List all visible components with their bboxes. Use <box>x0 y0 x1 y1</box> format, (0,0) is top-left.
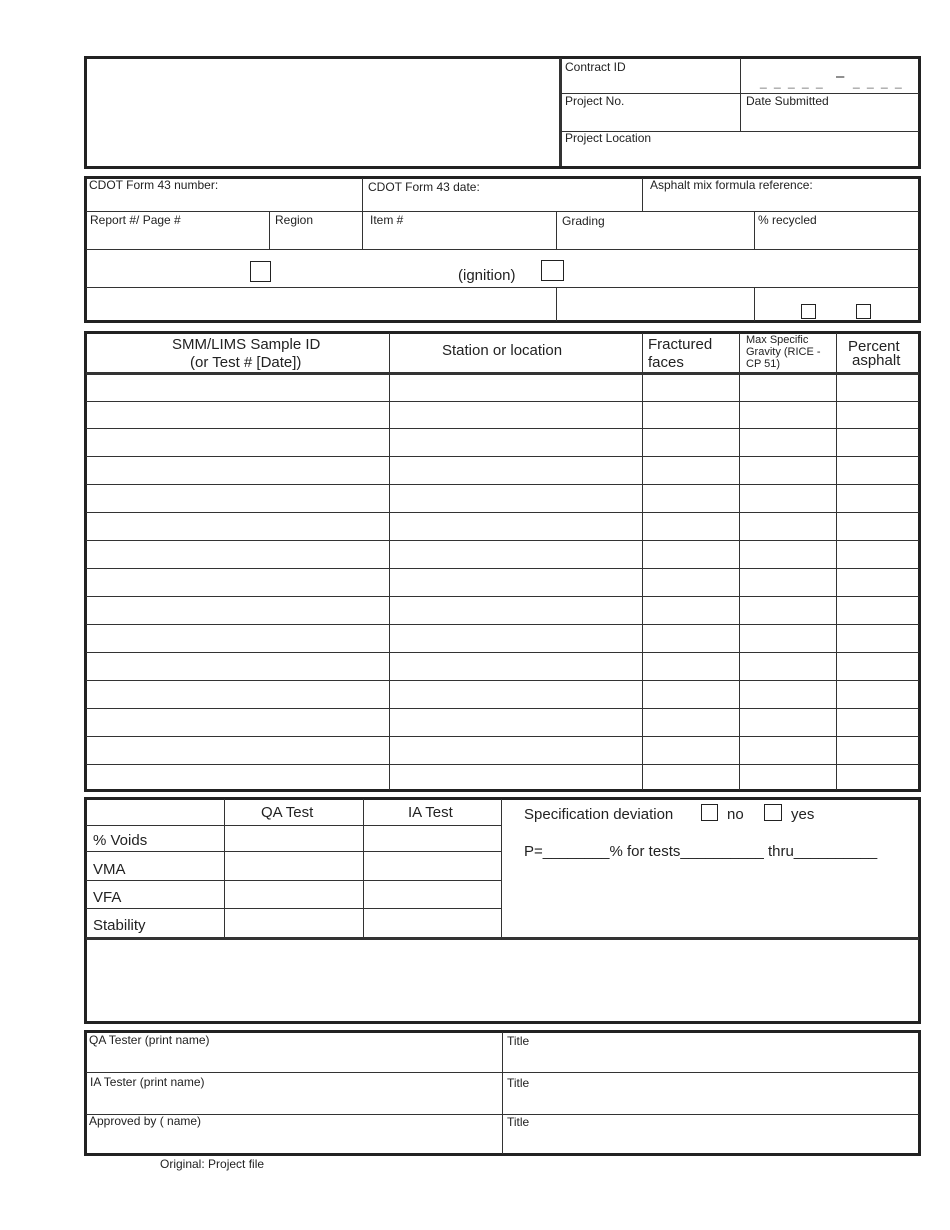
tests-box <box>84 797 921 1024</box>
date-submitted-label: Date Submitted <box>746 94 829 108</box>
col-station: Station or location <box>442 342 563 359</box>
vma-label: VMA <box>93 861 126 878</box>
grading-label: Grading <box>562 214 605 228</box>
yes-label: yes <box>791 806 815 823</box>
ia-tester-label: IA Tester (print name) <box>90 1075 205 1089</box>
ia-title-label: Title <box>507 1076 530 1090</box>
p-line: P=________% for tests__________ thru__________ <box>524 843 878 860</box>
no-label: no <box>727 806 744 823</box>
contract-id-dashes-a: _ _ _ _ _ <box>760 75 825 89</box>
contract-id-dashes-b: _ _ _ _ <box>853 75 904 89</box>
qa-tester-label: QA Tester (print name) <box>89 1033 210 1047</box>
original-project-file: Original: Project file <box>160 1157 265 1171</box>
region-label: Region <box>275 213 314 227</box>
ia-test-header: IA Test <box>408 804 453 821</box>
header-box <box>84 56 921 169</box>
project-no-label: Project No. <box>565 94 625 108</box>
contract-id-label: Contract ID <box>565 60 626 74</box>
no-checkbox[interactable] <box>701 804 718 821</box>
contract-id-separator: – <box>836 68 845 85</box>
qa-title-label: Title <box>507 1034 530 1048</box>
project-location-label: Project Location <box>565 131 652 145</box>
col-sample-line2: (or Test # [Date]) <box>190 354 302 371</box>
cdot-form-number-label: CDOT Form 43 number: <box>89 178 219 192</box>
col-maxsg-line3: CP 51) <box>746 358 781 370</box>
recycled-label: % recycled <box>758 213 817 227</box>
asphalt-mix-ref-label: Asphalt mix formula reference: <box>650 178 813 192</box>
cdot-form-date-label: CDOT Form 43 date: <box>368 180 480 194</box>
yes-checkbox[interactable] <box>764 804 782 821</box>
ignition-label: (ignition) <box>458 267 516 284</box>
col-maxsg-line1: Max Specific <box>746 334 809 346</box>
col-maxsg-line2: Gravity (RICE - <box>746 346 821 358</box>
col-fractured-line1: Fractured <box>648 336 713 353</box>
voids-label: % Voids <box>93 832 148 849</box>
ignition-checkbox[interactable] <box>541 260 564 281</box>
col-sample-line1: SMM/LIMS Sample ID <box>172 336 321 353</box>
report-page-label: Report #/ Page # <box>90 213 181 227</box>
checkbox-small-1[interactable] <box>801 304 816 319</box>
spec-deviation-label: Specification deviation <box>524 806 674 823</box>
vfa-label: VFA <box>93 889 122 906</box>
col-percent-line1: Percent <box>848 338 900 355</box>
checkbox-small-2[interactable] <box>856 304 871 319</box>
qa-test-header: QA Test <box>261 804 314 821</box>
checkbox-1[interactable] <box>250 261 271 282</box>
approved-by-label: Approved by ( name) <box>89 1114 202 1128</box>
col-percent-line2: asphalt <box>852 352 901 369</box>
stability-label: Stability <box>93 917 146 934</box>
col-fractured-line2: faces <box>648 354 684 371</box>
approved-title-label: Title <box>507 1115 530 1129</box>
item-label: Item # <box>370 213 404 227</box>
